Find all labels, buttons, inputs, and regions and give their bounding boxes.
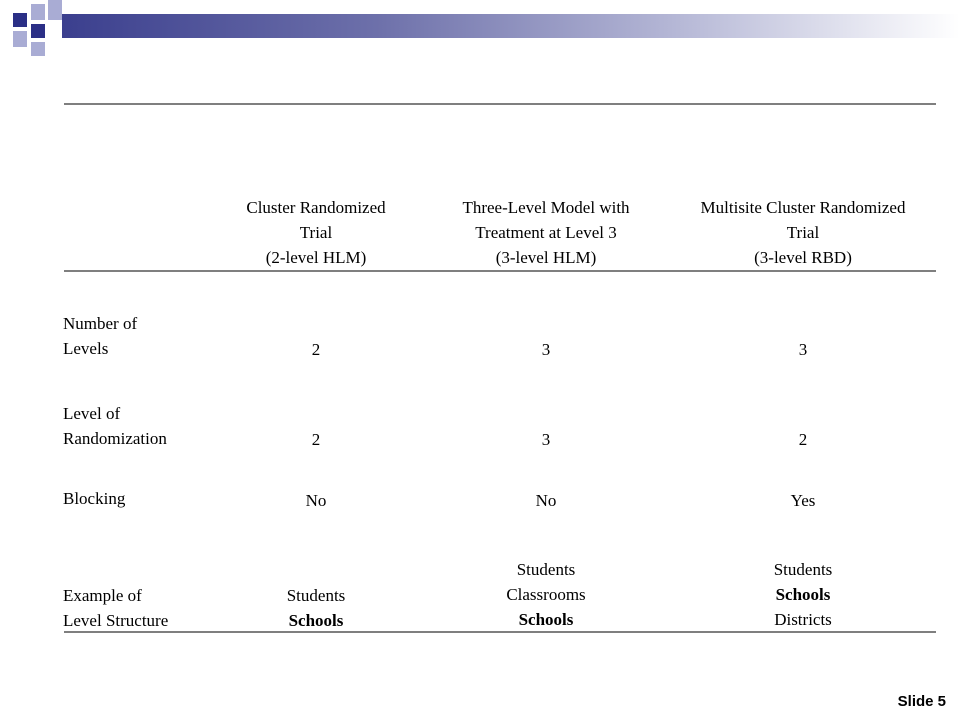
logo-square-light [13, 31, 27, 47]
row-label-blocking: Blocking [63, 489, 126, 508]
row-label-example-level-structure: Example of Level Structure [63, 586, 169, 630]
slide-number: Slide 5 [897, 693, 946, 710]
table-cell: 3 [541, 340, 551, 359]
table-cell: 2 [311, 430, 321, 449]
table-cell: Students Schools Districts [773, 560, 833, 629]
table-cell: No [535, 491, 557, 510]
column-header-multisite: Multisite Cluster Randomized Trial (3-level RBD) [700, 198, 906, 267]
logo-square-light [31, 4, 45, 20]
table-top-rule [64, 103, 936, 105]
table-cell: 3 [541, 430, 551, 449]
logo-square-dark [13, 13, 27, 27]
logo-square-dark [31, 24, 45, 38]
column-header-cluster-randomized: Cluster Randomized Trial (2-level HLM) [246, 198, 386, 267]
header-gradient-bar [62, 14, 960, 38]
table-cell: 2 [798, 430, 808, 449]
row-label-number-of-levels: Number of Levels [63, 314, 138, 358]
table-cell: Yes [790, 491, 816, 510]
table-cell: 2 [311, 340, 321, 359]
table-cell: Students Classrooms Schools [506, 560, 586, 629]
table-cell: Students Schools [286, 586, 346, 630]
logo-square-light [48, 0, 62, 20]
table-cell: 3 [798, 340, 808, 359]
table-header-rule [64, 270, 936, 272]
row-label-level-of-randomization: Level of Randomization [63, 404, 167, 448]
table-cell: No [305, 491, 327, 510]
column-header-three-level: Three-Level Model with Treatment at Level 3 (3-level HLM) [462, 198, 630, 267]
logo-square-light [31, 42, 45, 56]
